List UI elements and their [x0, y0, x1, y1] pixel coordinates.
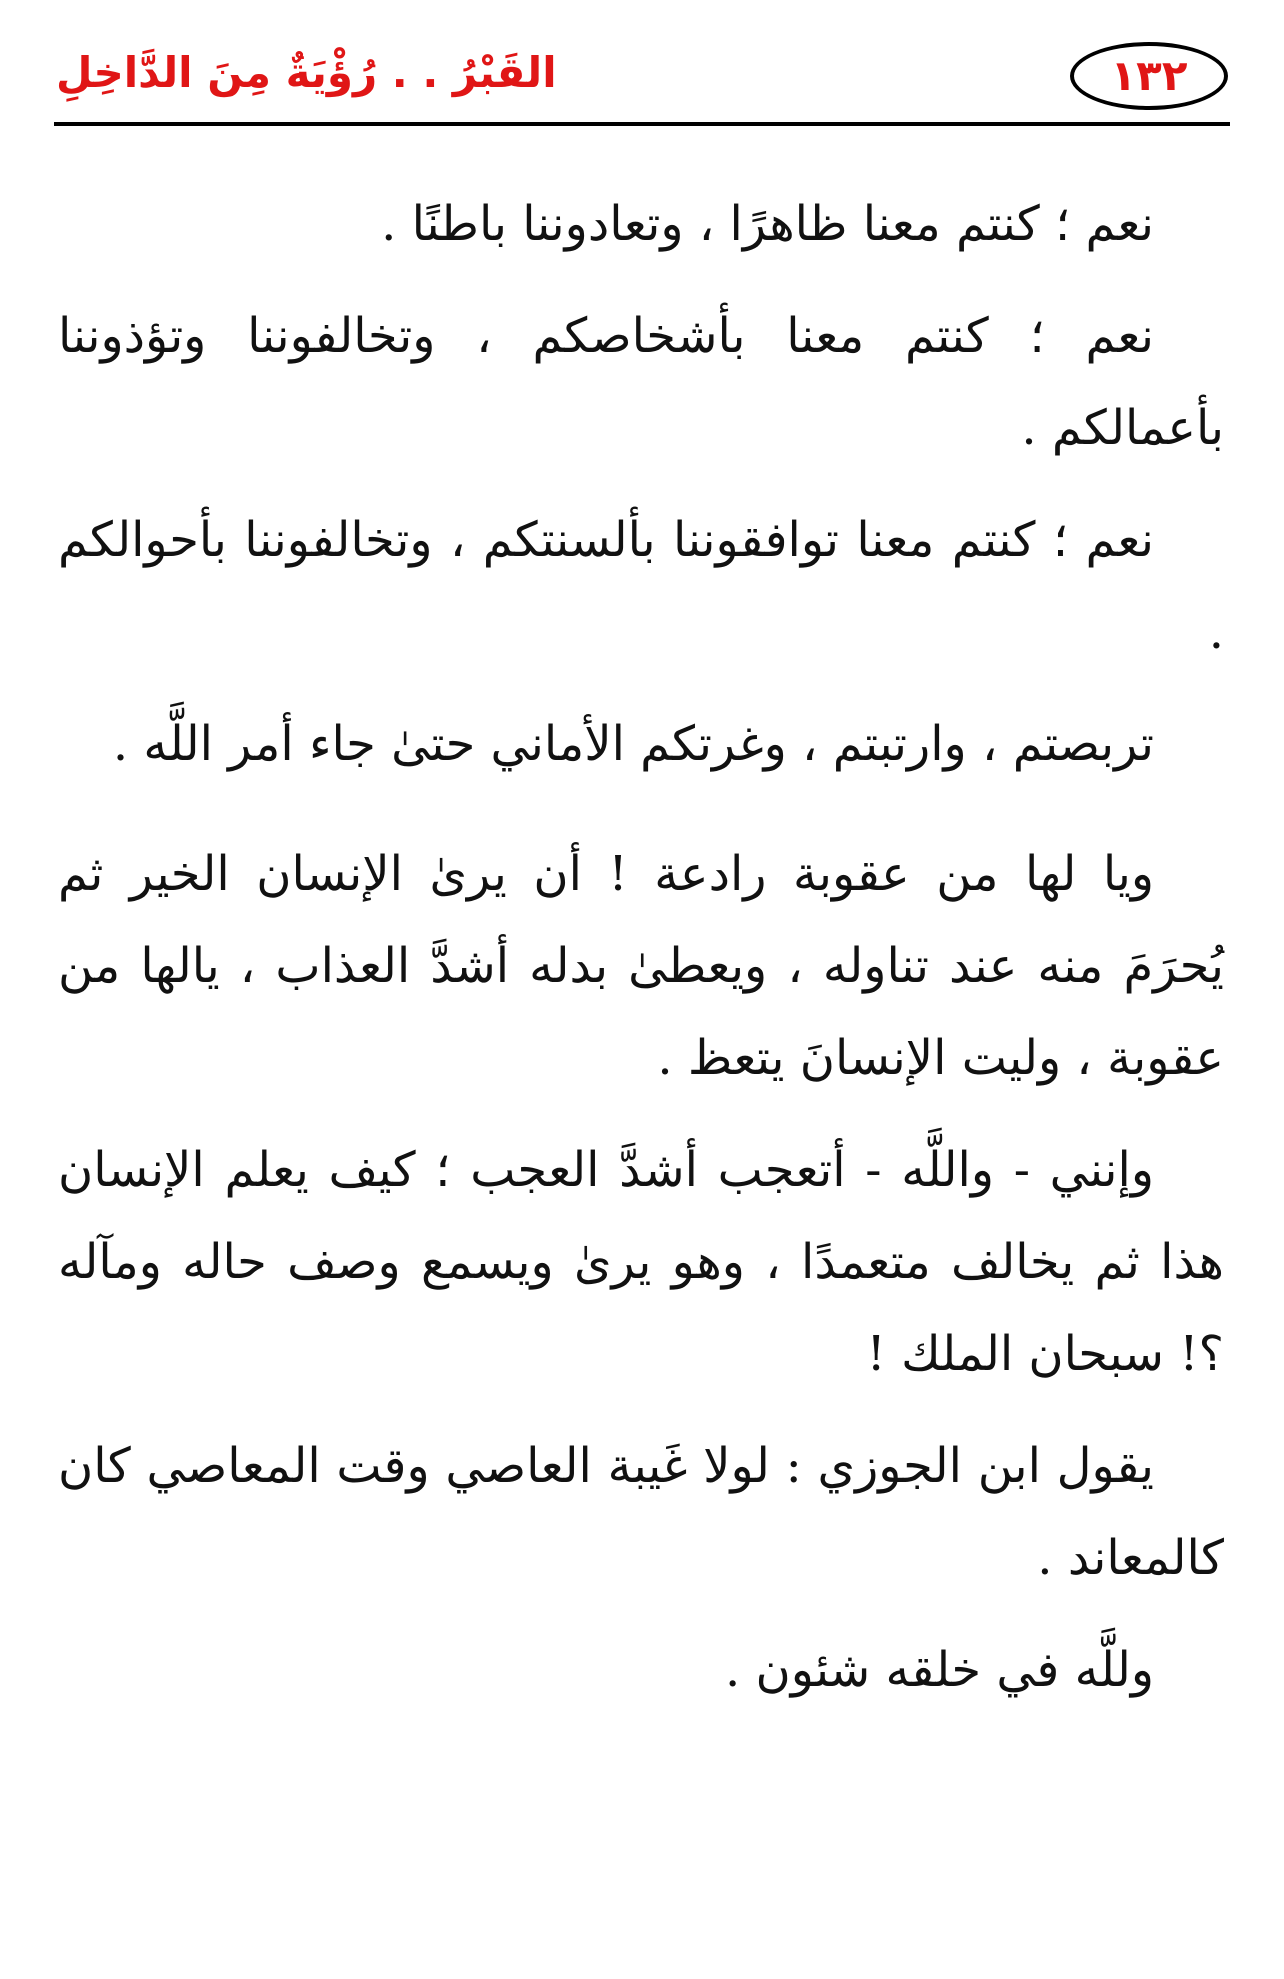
page-header [56, 34, 1228, 124]
paragraph-7: يقول ابن الجوزي : لولا غَيبة العاصي وقت المعاصي كان كالمعاند . [58, 1438, 1224, 1586]
body-text [58, 178, 1224, 1736]
paragraph-2: نعم ؛ كنتم معنا بأشخاصكم ، وتخالفوننا وتؤذوننا بأعمالكم . [58, 308, 1224, 456]
paragraph-4: تربصتم ، وارتبتم ، وغرتكم الأماني حتىٰ جاء أمر اللَّه . [112, 716, 1154, 772]
page-number: ١٣٢ [1070, 42, 1228, 110]
running-title: القَبْرُ . . رُؤْيَةٌ مِنَ الدَّاخِلِ [56, 48, 557, 97]
paragraph-1: نعم ؛ كنتم معنا ظاهرًا ، وتعادوننا باطنًا . [381, 196, 1154, 252]
paragraph-6: وإنني - واللَّه - أتعجب أشدَّ العجب ؛ كيف يعلم الإنسان هذا ثم يخالف متعمدًا ، وهو يرىٰ ويسمع وصف حاله ومآله ؟! سبحان الملك ! [58, 1142, 1224, 1382]
paragraph-5: ويا لها من عقوبة رادعة ! أن يرىٰ الإنسان الخير ثم يُحرَمَ منه عند تناوله ، ويعطىٰ بدله أشدَّ العذاب ، يالها من عقوبة ، وليت الإنسانَ يتعظ . [58, 846, 1224, 1086]
paragraph-8: وللَّه في خلقه شئون . [725, 1642, 1154, 1698]
header-rule [54, 122, 1230, 126]
paragraph-3: نعم ؛ كنتم معنا توافقوننا بألسنتكم ، وتخالفوننا بأحوالكم . [58, 512, 1224, 660]
